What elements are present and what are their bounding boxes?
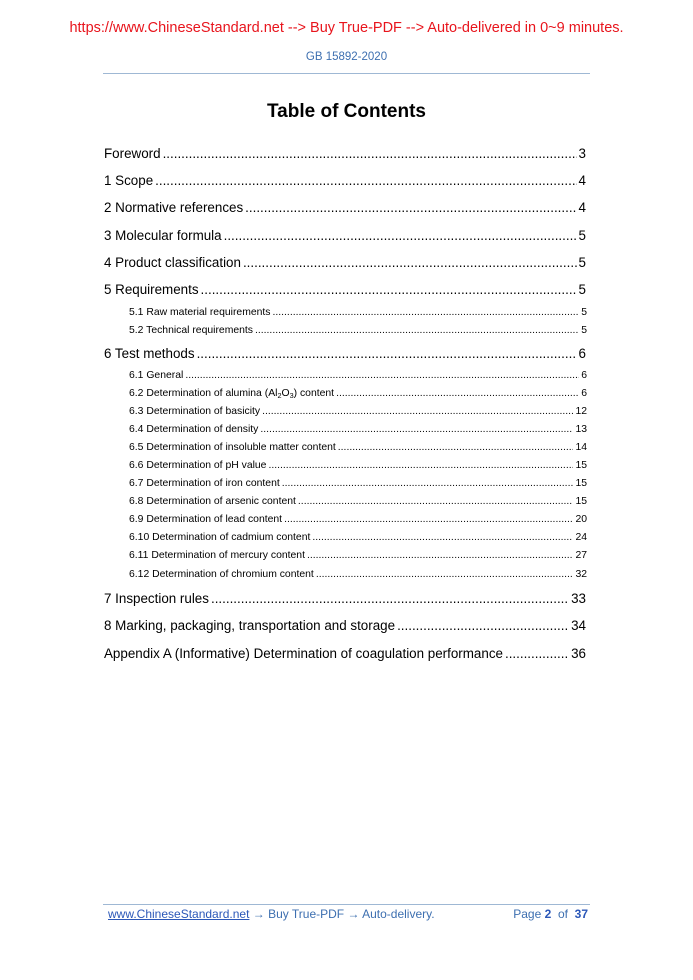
toc-leader-dots: [298, 496, 574, 507]
toc-page-number: 6: [578, 346, 586, 361]
toc-page-number: 15: [575, 496, 587, 507]
toc-page-number: 5: [581, 307, 587, 318]
toc-page-number: 36: [571, 646, 586, 661]
toc-entry-text: 6.8 Determination of arsenic content: [129, 496, 296, 507]
toc-entry-text: 1 Scope: [104, 173, 154, 188]
toc-entry-text: Appendix A (Informative) Determination of coagulation performance: [104, 646, 503, 661]
toc-leader-dots: [255, 325, 579, 336]
toc-page-number: 6: [581, 388, 587, 399]
toc-entry-basicity[interactable]: [129, 406, 587, 417]
page-word: Page: [513, 907, 542, 921]
toc-entry-text: Foreword: [104, 146, 161, 161]
footer-site-link[interactable]: www.ChineseStandard.net: [108, 907, 250, 921]
footer-promo-text: → Buy True-PDF → Auto-delivery.: [249, 907, 435, 921]
standard-number: GB 15892-2020: [305, 51, 388, 63]
toc-entry-text: 5.1 Raw material requirements: [129, 307, 271, 318]
toc-entry-general[interactable]: [129, 370, 587, 381]
toc-entry-text: 8 Marking, packaging, transportation and storage: [104, 618, 396, 633]
toc-entry-cadmium-content[interactable]: [129, 532, 587, 543]
toc-leader-dots: [262, 406, 573, 417]
toc-leader-dots: [211, 591, 569, 606]
toc-entry-text: 6.4 Determination of density: [129, 424, 259, 435]
toc-page-number: 5: [578, 255, 586, 270]
page-indicator: [513, 907, 588, 921]
toc-entry-mercury-content[interactable]: [129, 550, 587, 561]
toc-leader-dots: [336, 388, 579, 399]
toc-page-number: 34: [571, 618, 586, 633]
toc-leader-dots: [245, 200, 576, 215]
toc-page-number: 13: [575, 424, 587, 435]
toc-leader-dots: [505, 646, 569, 661]
toc-page-number: 24: [575, 532, 587, 543]
toc-page-number: 4: [578, 173, 586, 188]
toc-leader-dots: [316, 569, 574, 580]
toc-leader-dots: [273, 307, 580, 318]
toc-page-number: 27: [575, 550, 587, 561]
toc-entry-ph-value[interactable]: [129, 460, 587, 471]
toc-leader-dots: [397, 618, 569, 633]
of-word: of: [557, 907, 568, 921]
toc-entry-text: 6.10 Determination of cadmium content: [129, 532, 311, 543]
toc-leader-dots: [197, 346, 577, 361]
toc-text-part: ) content: [293, 388, 335, 399]
toc-page-number: 15: [575, 478, 587, 489]
toc-entry-inspection-rules[interactable]: [104, 591, 586, 606]
toc-entry-arsenic-content[interactable]: [129, 496, 587, 507]
toc-page-number: 14: [575, 442, 587, 453]
toc-page-number: 5: [581, 325, 587, 336]
toc-page-number: 12: [575, 406, 587, 417]
toc-entry-text: 6.9 Determination of lead content: [129, 514, 283, 525]
toc-entry-text: 6.12 Determination of chromium content: [129, 569, 314, 580]
toc-page-number: 5: [578, 282, 586, 297]
toc-entry-text: 6.3 Determination of basicity: [129, 406, 261, 417]
toc-entry-text: 3 Molecular formula: [104, 228, 222, 243]
toc-entry-text: 6.6 Determination of pH value: [129, 460, 267, 471]
toc-entry-test-methods[interactable]: [104, 346, 586, 361]
toc-entry-alumina-content[interactable]: [129, 388, 587, 399]
toc-entry-appendix-a[interactable]: [104, 646, 586, 661]
toc-entry-requirements[interactable]: [104, 282, 586, 297]
toc-entry-technical-requirements[interactable]: [129, 325, 587, 336]
toc-leader-dots: [307, 550, 573, 561]
toc-leader-dots: [224, 228, 577, 243]
toc-entry-lead-content[interactable]: [129, 514, 587, 525]
toc-entry-text: 2 Normative references: [104, 200, 244, 215]
toc-entry-iron-content[interactable]: [129, 478, 587, 489]
toc-entry-text: [129, 388, 334, 399]
toc-entry-text: 6.11 Determination of mercury content: [129, 550, 305, 561]
toc-page-number: 20: [575, 514, 587, 525]
page-footer: [108, 907, 588, 921]
toc-leader-dots: [312, 532, 573, 543]
toc-page-number: 5: [578, 228, 586, 243]
toc-page-number: 15: [575, 460, 587, 471]
toc-entry-text: 4 Product classification: [104, 255, 241, 270]
toc-entry-normative-references[interactable]: [104, 200, 586, 215]
toc-page-number: 3: [578, 146, 586, 161]
subscript-3: 3: [289, 390, 294, 400]
toc-text-part: O: [281, 388, 290, 399]
toc-leader-dots: [338, 442, 574, 453]
toc-leader-dots: [155, 173, 576, 188]
toc-entry-text: 6.5 Determination of insoluble matter content: [129, 442, 336, 453]
toc-leader-dots: [260, 424, 573, 435]
toc-entry-insoluble-matter[interactable]: [129, 442, 587, 453]
toc-page-number: 4: [578, 200, 586, 215]
toc-leader-dots: [268, 460, 573, 471]
toc-entry-product-classification[interactable]: [104, 255, 586, 270]
toc-leader-dots: [163, 146, 577, 161]
toc-entry-molecular-formula[interactable]: [104, 228, 586, 243]
toc-entry-text: 6.7 Determination of iron content: [129, 478, 280, 489]
toc-entry-text: 7 Inspection rules: [104, 591, 209, 606]
toc-entry-text: 6 Test methods: [104, 346, 195, 361]
toc-leader-dots: [243, 255, 577, 270]
toc-entry-text: 6.1 General: [129, 370, 184, 381]
total-pages: 37: [574, 907, 588, 921]
toc-entry-foreword[interactable]: [104, 146, 586, 161]
toc-title: Table of Contents: [266, 101, 427, 122]
toc-entry-density[interactable]: [129, 424, 587, 435]
toc-leader-dots: [284, 514, 573, 525]
footer-rule: [103, 904, 590, 905]
toc-leader-dots: [201, 282, 577, 297]
toc-leader-dots: [185, 370, 579, 381]
toc-page-number: 6: [581, 370, 587, 381]
toc-entry-raw-material-requirements[interactable]: [129, 307, 587, 318]
toc-entry-text: 5 Requirements: [104, 282, 199, 297]
toc-entry-chromium-content[interactable]: [129, 569, 587, 580]
toc-entry-marking-packaging[interactable]: [104, 618, 586, 633]
footer-promo: [108, 907, 435, 921]
current-page: 2: [544, 907, 552, 921]
toc-page-number: 32: [575, 569, 587, 580]
toc-entry-text: 5.2 Technical requirements: [129, 325, 253, 336]
subscript-2: 2: [277, 390, 282, 400]
toc-text-part: 6.2 Determination of alumina (Al: [129, 388, 278, 399]
toc-leader-dots: [282, 478, 574, 489]
toc-entry-scope[interactable]: [104, 173, 586, 188]
promo-banner[interactable]: https://www.ChineseStandard.net --> Buy True-PDF --> Auto-delivered in 0~9 minutes.: [69, 20, 624, 36]
toc-page-number: 33: [571, 591, 586, 606]
